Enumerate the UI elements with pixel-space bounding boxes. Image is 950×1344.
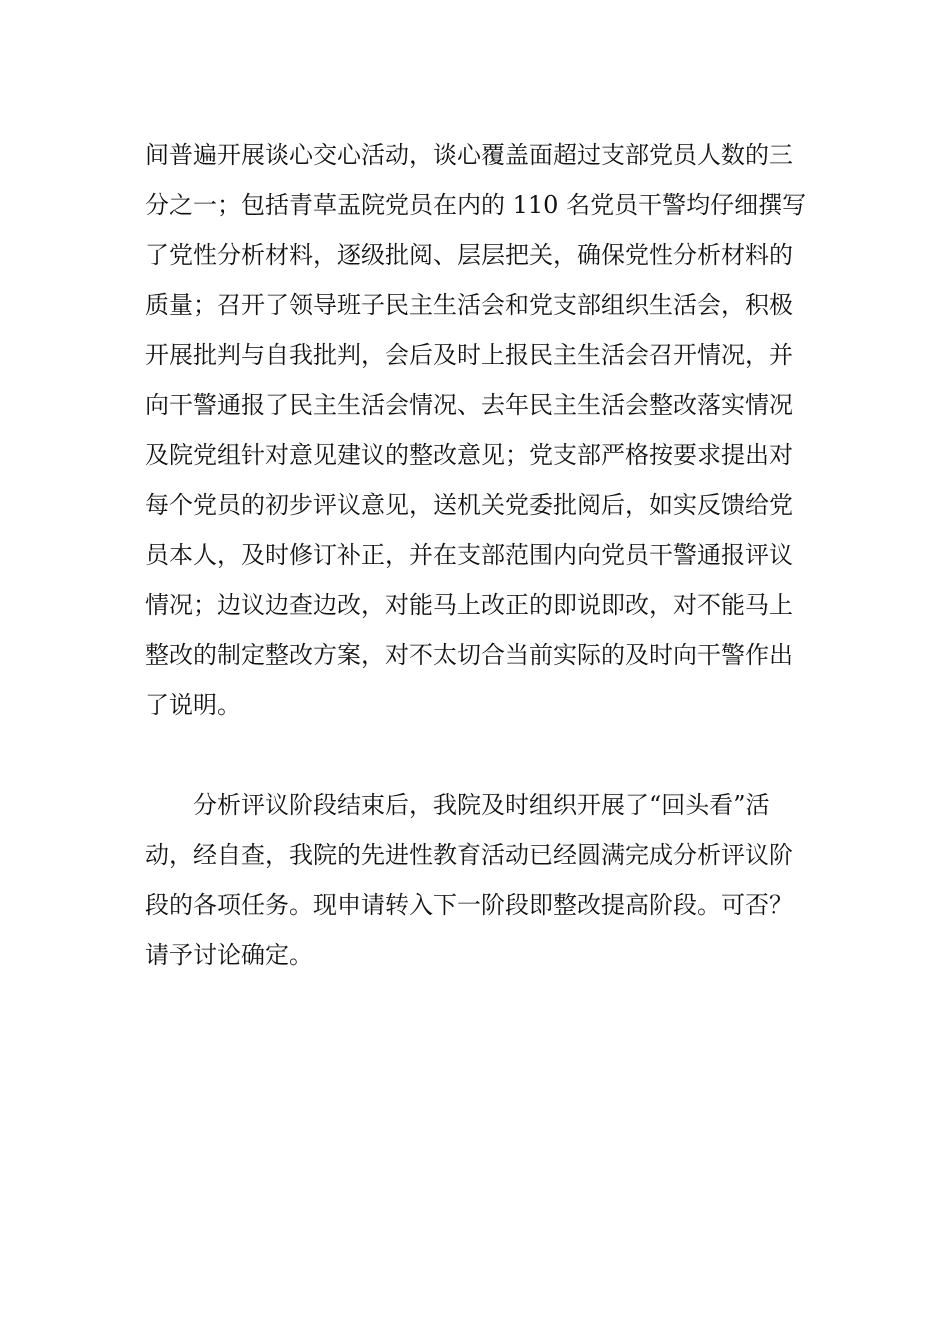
text-line: 整改的制定整改方案，对不太切合当前实际的及时向干警作出 <box>145 641 793 669</box>
text-line: 分析评议阶段结束后，我院及时组织开展了“回头看”活 <box>145 791 770 819</box>
text-line: 间普遍开展谈心交心活动，谈心覆盖面超过支部党员人数的三 <box>145 141 793 169</box>
text-line: 情况；边议边查边改，对能马上改正的即说即改，对不能马上 <box>145 591 793 619</box>
text-line: 了党性分析材料，逐级批阅、层层把关，确保党性分析材料的 <box>145 241 793 269</box>
text-line: 段的各项任务。现申请转入下一阶段即整改提高阶段。可否？ <box>145 891 793 919</box>
text-line: 质量；召开了领导班子民主生活会和党支部组织生活会，积极 <box>145 291 793 319</box>
text-line: 及院党组针对意见建议的整改意见；党支部严格按要求提出对 <box>145 441 793 469</box>
text-line: 了说明。 <box>145 691 241 719</box>
text-line: 开展批判与自我批判，会后及时上报民主生活会召开情况，并 <box>145 341 793 369</box>
body-paragraph-1 <box>145 130 810 730</box>
text-line: 每个党员的初步评议意见，送机关党委批阅后，如实反馈给党 <box>145 491 793 519</box>
text-line: 请予讨论确定。 <box>145 941 313 969</box>
text-line: 动，经自查，我院的先进性教育活动已经圆满完成分析评议阶 <box>145 841 793 869</box>
text-line: 向干警通报了民主生活会情况、去年民主生活会整改落实情况 <box>145 391 793 419</box>
text-line: 分之一；包括青草盂院党员在内的 110 名党员干警均仔细撰写 <box>145 191 807 219</box>
text-line: 员本人，及时修订补正，并在支部范围内向党员干警通报评议 <box>145 541 793 569</box>
body-paragraph-2 <box>145 780 810 980</box>
